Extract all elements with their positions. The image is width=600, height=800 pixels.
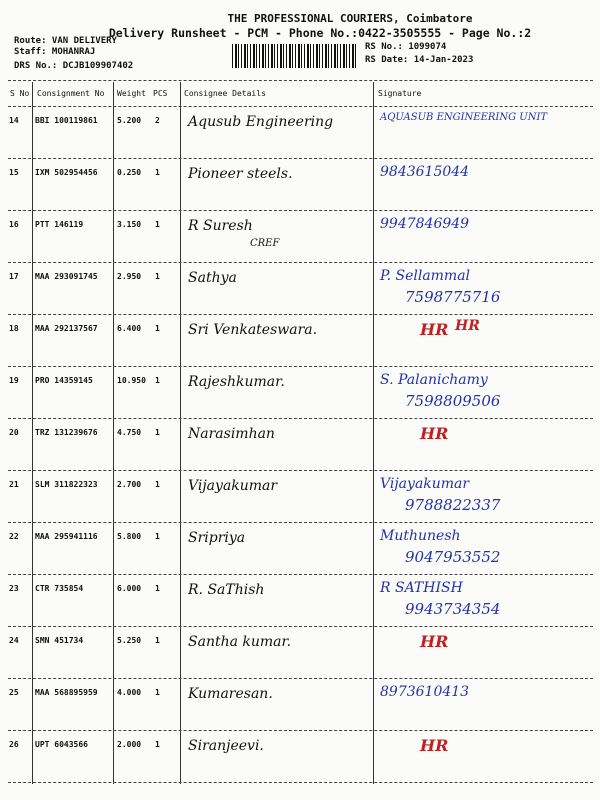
cell-pcs: 1 — [155, 272, 160, 281]
cell-wt: 6.400 — [117, 324, 142, 333]
cell-cn: MAA 292137567 — [35, 324, 98, 333]
cell-cn: SLM 311822323 — [35, 480, 98, 489]
row-rule — [8, 730, 593, 731]
row-rule — [8, 470, 593, 471]
col-consignment: Consignment No — [37, 89, 105, 98]
col-pcs: PCS — [153, 89, 168, 98]
consignee-name: R. SaThish — [188, 582, 265, 598]
cell-sno: 24 — [9, 636, 19, 645]
row-rule — [8, 522, 593, 523]
cell-sno: 26 — [9, 740, 19, 749]
consignee-name: Kumaresan. — [188, 686, 273, 702]
cell-sno: 20 — [9, 428, 19, 437]
signature-phone: 7598809506 — [405, 392, 501, 410]
cell-pcs: 1 — [155, 376, 160, 385]
signature-text: 9947846949 — [380, 216, 470, 232]
cell-cn: PTT 146119 — [35, 220, 84, 229]
consignee-name: Sripriya — [188, 530, 246, 546]
consignee-name: R Suresh — [188, 218, 253, 234]
cell-wt: 10.950 — [117, 376, 146, 385]
row-rule — [8, 418, 593, 419]
route-label: Route: VAN DELIVERY — [14, 36, 117, 46]
cell-wt: 5.250 — [117, 636, 142, 645]
cell-pcs: 1 — [155, 480, 160, 489]
cell-cn: MAA 293091745 — [35, 272, 98, 281]
staff-label: Staff: MOHANRAJ — [14, 47, 96, 57]
cell-pcs: 2 — [155, 116, 160, 125]
header-bottom-rule — [8, 106, 593, 107]
cell-pcs: 1 — [155, 324, 160, 333]
cell-pcs: 1 — [155, 220, 160, 229]
signature-text: AQUASUB ENGINEERING UNIT — [380, 112, 548, 123]
col-sno: S No — [10, 89, 30, 98]
row-rule — [8, 262, 593, 263]
runsheet-title: Delivery Runsheet - PCM - Phone No.:0422-3505555 - Page No.:2 — [108, 26, 532, 40]
row-rule — [8, 626, 593, 627]
cell-sno: 14 — [9, 116, 19, 125]
consignee-name: Santha kumar. — [188, 634, 292, 650]
cell-cn: CTR 735854 — [35, 584, 84, 593]
signature-text: 9843615044 — [380, 164, 470, 180]
consignee-name: Aqusub Engineering — [188, 114, 334, 130]
consignee-name: Sri Venkateswara. — [188, 322, 318, 338]
cell-cn: BBI 100119861 — [35, 116, 98, 125]
cell-wt: 2.000 — [117, 740, 142, 749]
cell-pcs: 1 — [155, 428, 160, 437]
row-rule — [8, 158, 593, 159]
consignee-name: Sathya — [188, 270, 237, 286]
consignee-note: CREF — [250, 238, 280, 249]
col-signature: Signature — [378, 89, 422, 98]
signature-phone: 9047953552 — [405, 548, 501, 566]
row-rule — [8, 782, 593, 783]
row-rule — [8, 678, 593, 679]
cell-pcs: 1 — [155, 584, 160, 593]
signature-text: HR — [420, 320, 449, 339]
header-top-rule — [8, 80, 593, 81]
barcode — [232, 44, 357, 68]
consignee-name: Siranjeevi. — [188, 738, 264, 754]
col-details: Consignee Details — [184, 89, 266, 98]
rs-date: RS Date: 14-Jan-2023 — [365, 55, 474, 65]
cell-pcs: 1 — [155, 168, 160, 177]
row-rule — [8, 366, 593, 367]
signature-text: P. Sellammal — [380, 268, 471, 284]
rs-number: RS No.: 1099074 — [365, 42, 447, 52]
signature-phone: 9943734354 — [405, 600, 501, 618]
company-name: THE PROFESSIONAL COURIERS, Coimbatore — [227, 12, 473, 25]
cell-cn: TRZ 131239676 — [35, 428, 98, 437]
cell-cn: UPT 6043566 — [35, 740, 88, 749]
signature-phone: 7598775716 — [405, 288, 501, 306]
signature-text: HR — [420, 736, 449, 755]
cell-cn: PRO 14359145 — [35, 376, 93, 385]
cell-wt: 2.700 — [117, 480, 142, 489]
col-weight: Weight — [117, 89, 146, 98]
signature-text: 8973610413 — [380, 684, 470, 700]
signature-text: Vijayakumar — [380, 476, 470, 492]
signature-text: HR — [420, 632, 449, 651]
cell-sno: 19 — [9, 376, 19, 385]
cell-cn: MAA 568895959 — [35, 688, 98, 697]
consignee-name: Narasimhan — [188, 426, 275, 442]
cell-sno: 15 — [9, 168, 19, 177]
consignee-name: Vijayakumar — [188, 478, 278, 494]
row-rule — [8, 574, 593, 575]
consignee-name: Rajeshkumar. — [188, 374, 285, 390]
consignee-name: Pioneer steels. — [188, 166, 293, 182]
cell-sno: 25 — [9, 688, 19, 697]
row-rule — [8, 210, 593, 211]
cell-pcs: 1 — [155, 740, 160, 749]
cell-pcs: 1 — [155, 636, 160, 645]
cell-wt: 6.000 — [117, 584, 142, 593]
signature-text: R SATHISH — [380, 580, 463, 596]
row-rule — [8, 314, 593, 315]
cell-wt: 5.800 — [117, 532, 142, 541]
signature-text: HR — [420, 424, 449, 443]
hr-stamp: HR — [455, 318, 480, 334]
cell-sno: 17 — [9, 272, 19, 281]
cell-pcs: 1 — [155, 688, 160, 697]
cell-pcs: 1 — [155, 532, 160, 541]
signature-phone: 9788822337 — [405, 496, 501, 514]
drs-number: DRS No.: DCJB109907402 — [14, 61, 134, 71]
cell-cn: SMN 451734 — [35, 636, 84, 645]
cell-sno: 18 — [9, 324, 19, 333]
cell-sno: 16 — [9, 220, 19, 229]
cell-cn: MAA 295941116 — [35, 532, 98, 541]
cell-wt: 4.750 — [117, 428, 142, 437]
cell-sno: 22 — [9, 532, 19, 541]
cell-wt: 2.950 — [117, 272, 142, 281]
cell-wt: 5.200 — [117, 116, 142, 125]
cell-wt: 0.250 — [117, 168, 142, 177]
cell-cn: IXM 502954456 — [35, 168, 98, 177]
cell-wt: 3.150 — [117, 220, 142, 229]
cell-wt: 4.000 — [117, 688, 142, 697]
signature-text: S. Palanichamy — [380, 372, 488, 388]
cell-sno: 21 — [9, 480, 19, 489]
signature-text: Muthunesh — [380, 528, 461, 544]
cell-sno: 23 — [9, 584, 19, 593]
